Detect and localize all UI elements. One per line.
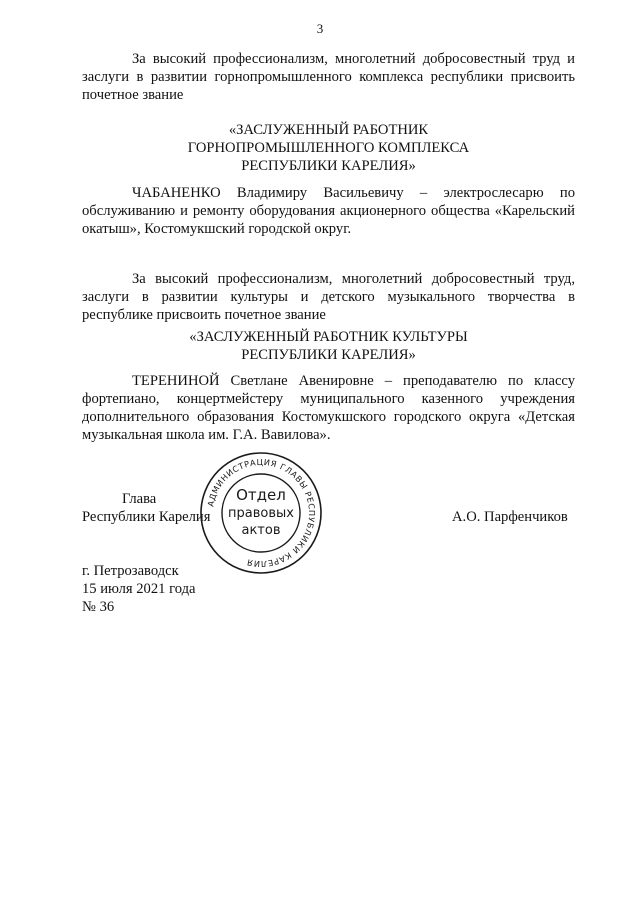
- section1-awardee: ЧАБАНЕНКО Владимиру Васильевичу – электрослесарю по обслуживанию и ремонту оборудования акционерного общества «Карельский окатыш», Костомукшский городской округ.: [82, 185, 575, 237]
- document-date: 15 июля 2021 года: [82, 581, 196, 597]
- award-title-line: РЕСПУБЛИКИ КАРЕЛИЯ»: [241, 347, 416, 363]
- section2-awardee: ТЕРЕНИНОЙ Светлане Авенировне – преподавателю по классу фортепиано, концертмейстеру муниципального казенного учреждения дополнительного образования Костомукшского городского округа «Детская музыкальная школа им. Г.А. Вавилова».: [82, 373, 575, 443]
- document-number: № 36: [82, 599, 115, 615]
- signatory-name: А.О. Парфенчиков: [452, 509, 568, 525]
- award-title-line: «ЗАСЛУЖЕННЫЙ РАБОТНИК КУЛЬТУРЫ: [189, 329, 468, 345]
- section1-award-title: [82, 121, 575, 175]
- section2-intro: За высокий профессионализм, многолетний добросовестный труд, заслуги в развитии культуры и детского музыкального творчества в республике присвоить почетное звание: [82, 271, 575, 323]
- stamp-line: правовых: [228, 506, 294, 521]
- stamp-line: Отдел: [236, 486, 286, 504]
- signatory-position-line2: Республики Карелия: [82, 509, 211, 525]
- document-city: г. Петрозаводск: [82, 563, 179, 579]
- section2-award-title: [82, 328, 575, 364]
- stamp-line: актов: [241, 523, 281, 538]
- award-title-line: «ЗАСЛУЖЕННЫЙ РАБОТНИК: [228, 122, 429, 138]
- page-number: 3: [316, 21, 324, 36]
- section1-intro: За высокий профессионализм, многолетний добросовестный труд и заслуги в развитии горнопромышленного комплекса республики присвоить почетное звание: [82, 51, 575, 103]
- award-title-line: ГОРНОПРОМЫШЛЕННОГО КОМПЛЕКСА: [187, 140, 470, 156]
- official-stamp-icon: [198, 450, 324, 576]
- stamp-ring-text: АДМИНИСТРАЦИЯ ГЛАВЫ РЕСПУБЛИКИ КАРЕЛИЯ: [205, 456, 318, 570]
- signatory-position: [82, 490, 210, 526]
- signatory-position-line1: Глава: [122, 491, 157, 507]
- award-title-line: РЕСПУБЛИКИ КАРЕЛИЯ»: [241, 158, 416, 174]
- document-footer: [82, 562, 195, 616]
